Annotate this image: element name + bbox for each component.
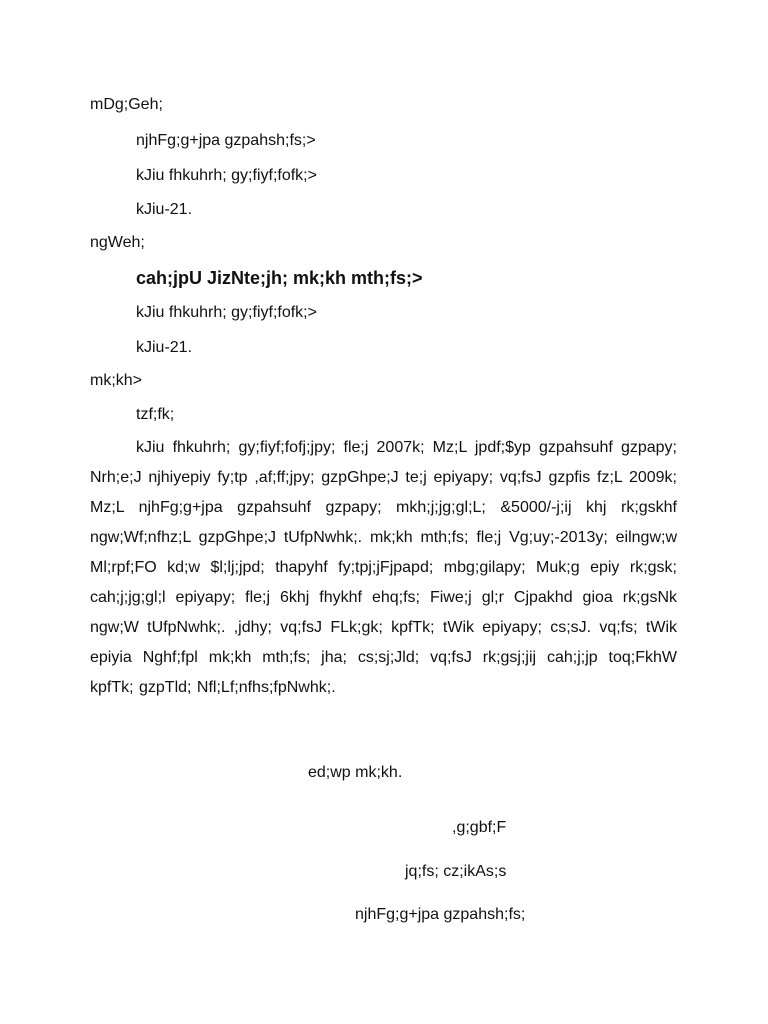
from-label: mDg;Geh; xyxy=(90,96,163,113)
subject: tzf;fk; xyxy=(136,406,175,423)
closing: ed;wp mk;kh. xyxy=(308,764,403,781)
to-line-1: cah;jpU JizNte;jh; mk;kh mth;fs;> xyxy=(136,268,423,288)
from-line-1: njhFg;g+jpa gzpahsh;fs;> xyxy=(136,132,316,149)
body-paragraph: kJiu fhkuhrh; gy;fiyf;fofj;jpy; fle;j 2007k; Mz;L jpdf;$yp gzpahsuhf gzpapy; Nrh;e;J njhiyepiy fy;tp ,af;ff;jpy; gzpGhpe;J te;j epiyapy; vq;fsJ gzpfis fz;L 2009k; Mz;L njhFg;g+jpa gzpahsuhf gzpapy; mkh;j;jg;gl;L; &5000/-j;ij khj rk;gskhf ngw;Wf;nfhz;L gzpGhpe;J tUfpNwhk;. mk;kh mth;fs; fle;j Vg;uy;-2013y; eilngw;w Ml;rpf;FO kd;w $l;lj;jpd; thapyhf fy;tpj;jFjpapd; mbg;gilapy; Muk;g epiy rk;gsk; cah;j;jg;gl;l epiyapy; fle;j 6khj fhykhf ehq;fs; Fiwe;j gl;r Cjpakhd gioa rk;gsNk ngw;W tUfpNwhk;. ,jdhy; vq;fsJ FLk;gk; kpfTk; tWik epiyapy; cs;sJ. vq;fs; tWik epiyia Nghf;fpl mk;kh mth;fs; jha; cs;sj;Jld; vq;fsJ rk;gsj;jij cah;j;jp toq;FkhW kpfTk; gzpTld; Nfl;Lf;nfhs;fpNwhk;. xyxy=(90,439,677,696)
salutation: mk;kh> xyxy=(90,372,143,389)
to-line-3: kJiu-21. xyxy=(136,339,193,356)
to-label: ngWeh; xyxy=(90,234,145,251)
signature-line-1: ,g;gbf;F xyxy=(452,819,507,836)
to-line-2: kJiu fhkuhrh; gy;fiyf;fofk;> xyxy=(136,304,317,321)
from-line-3: kJiu-21. xyxy=(136,201,193,218)
signature-line-3: njhFg;g+jpa gzpahsh;fs; xyxy=(355,906,526,923)
signature-line-2: jq;fs; cz;ikAs;s xyxy=(405,863,507,880)
from-line-2: kJiu fhkuhrh; gy;fiyf;fofk;> xyxy=(136,167,317,184)
